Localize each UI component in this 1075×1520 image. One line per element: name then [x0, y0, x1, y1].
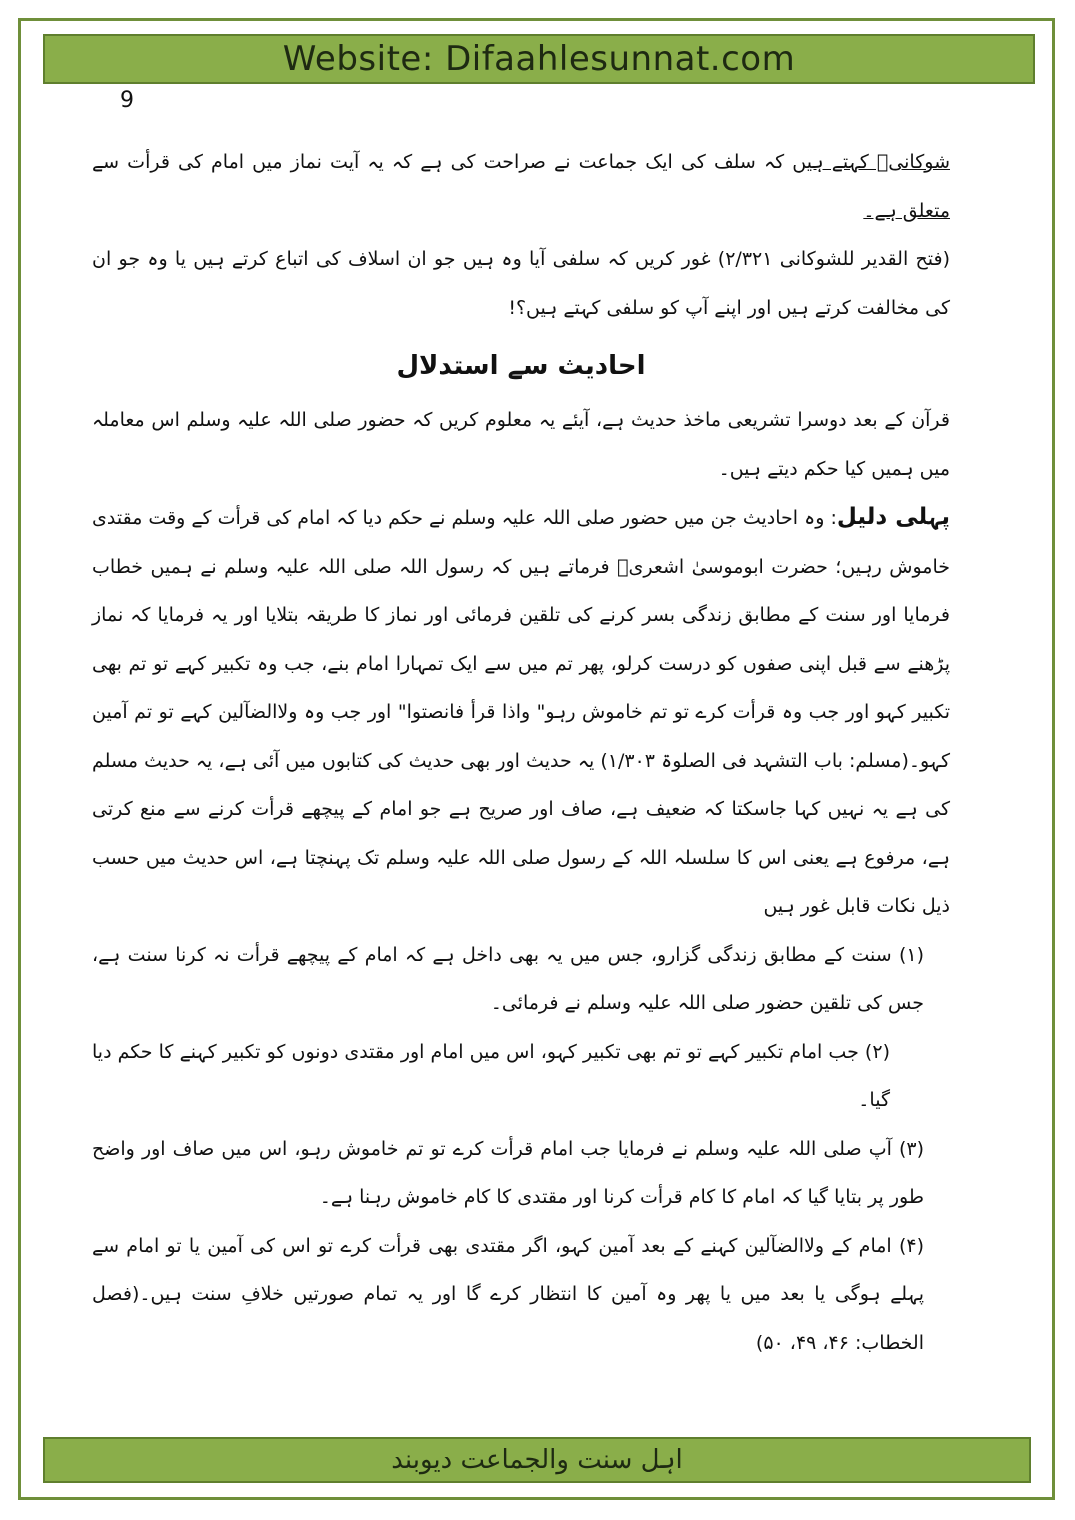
paragraph-shawkani [92, 138, 950, 235]
point-1: (۱) سنت کے مطابق زندگی گزارو، جس میں یہ بھی داخل ہے کہ امام کے پیچھے قرأت نہ کرنا سنت ہے، جس کی تلقین حضور صلی اللہ علیہ وسلم نے فرمائی۔ [92, 943, 924, 1014]
section-heading: احادیث سے استدلال [396, 351, 646, 381]
paragraph-intro: قرآن کے بعد دوسرا تشریعی ماخذ حدیث ہے، آیئے یہ معلوم کریں کہ حضور صلی اللہ علیہ وسلم اس معاملہ میں ہمیں کیا حکم دیتے ہیں۔ [92, 409, 950, 480]
first-proof-label: پہلی دلیل [836, 504, 950, 530]
point-4: (۴) امام کے ولاالضآلین کہنے کے بعد آمین کہو، اگر مقتدی بھی قرأت کرے تو اس کی آمین یا تو امام سے پہلے ہوگی یا بعد میں یا پھر وہ آمین کا انتظار کرے گا اور یہ تمام صورتیں خلافِ سنت ہیں۔(فصل الخطاب: ۴۶، ۴۹، ۵۰) [92, 1234, 924, 1354]
point-3: (۳) آپ صلی اللہ علیہ وسلم نے فرمایا جب امام قرأت کرے تو تم خاموش رہو، اس میں صاف اور واضح طور پر بتایا گیا کہ امام کا کام قرأت کرنا اور مقتدی کا کام خاموش رہنا ہے۔ [92, 1137, 924, 1208]
paragraph-text: کہ سلف کی ایک جماعت نے صراحت کی ہے کہ یہ آیت نماز میں امام کی قرأت سے [92, 151, 793, 173]
paragraph-first-proof [92, 493, 950, 931]
header-banner [43, 34, 1035, 84]
underlined-phrase: شوکانیؒ کہتے ہیں [792, 151, 950, 173]
footer-text: اہل سنت والجماعت دیوبند [391, 1445, 683, 1475]
paragraph-fath-al-qadir: (فتح القدیر للشوکانی ۲/۳۲۱) غور کریں کہ سلفی آیا وہ ہیں جو ان اسلاف کی اتباع کرتے ہیں یا وہ جو ان کی مخالفت کرتے ہیں اور اپنے آپ کو سلفی کہتے ہیں؟! [92, 248, 951, 319]
point-2: (۲) جب امام تکبیر کہے تو تم بھی تکبیر کہو، اس میں امام اور مقتدی دونوں کو تکبیر کہنے کا حکم دیا گیا۔ [92, 1040, 890, 1111]
underlined-phrase-end: متعلق ہے۔ [863, 199, 950, 222]
website-title[interactable]: Website: Difaahlesunnat.com [282, 39, 796, 79]
first-proof-text: : وہ احادیث جن میں حضور صلی اللہ علیہ وسلم نے حکم دیا کہ امام کی قرأت کے وقت مقتدی خاموش رہیں؛ حضرت ابوموسیٰ اشعریؓ فرماتے ہیں کہ رسول اللہ صلی اللہ علیہ وسلم نے ہمیں خطاب فرمایا اور سنت کے مطابق زندگی بسر کرنے کی تلقین فرمائی اور نماز کا طریقہ بتلایا اور یہ فرمایا کہ نماز پڑھنے سے قبل اپنی صفوں کو درست کرلو، پھر تم میں سے ایک تمہارا امام بنے، جب وہ تکبیر کہے تو تم بھی تکبیر کہو اور جب وہ قرأت کرے تو تم خاموش رہو" واذا قرأ فانصتوا" اور جب وہ ولاالضآلین کہے تو تم آمین کہو۔(مسلم: باب التشہد فی الصلوۃ ۱/۳۰۳) یہ حدیث اور بھی حدیث کی کتابوں میں آئی ہے، یہ حدیث مسلم کی ہے یہ نہیں کہا جاسکتا کہ ضعیف ہے، صاف اور صریح ہے جو امام کے پیچھے قرأت کرنے سے منع کرتی ہے، مرفوع ہے یعنی اس کا سلسلہ اللہ کے رسول صلی اللہ علیہ وسلم تک پہنچتا ہے، اس حدیث میں حسب ذیل نکات قابل غور ہیں [92, 507, 950, 917]
article-body [92, 138, 950, 1367]
footer-banner [43, 1437, 1031, 1483]
page-number: 9 [120, 88, 134, 113]
